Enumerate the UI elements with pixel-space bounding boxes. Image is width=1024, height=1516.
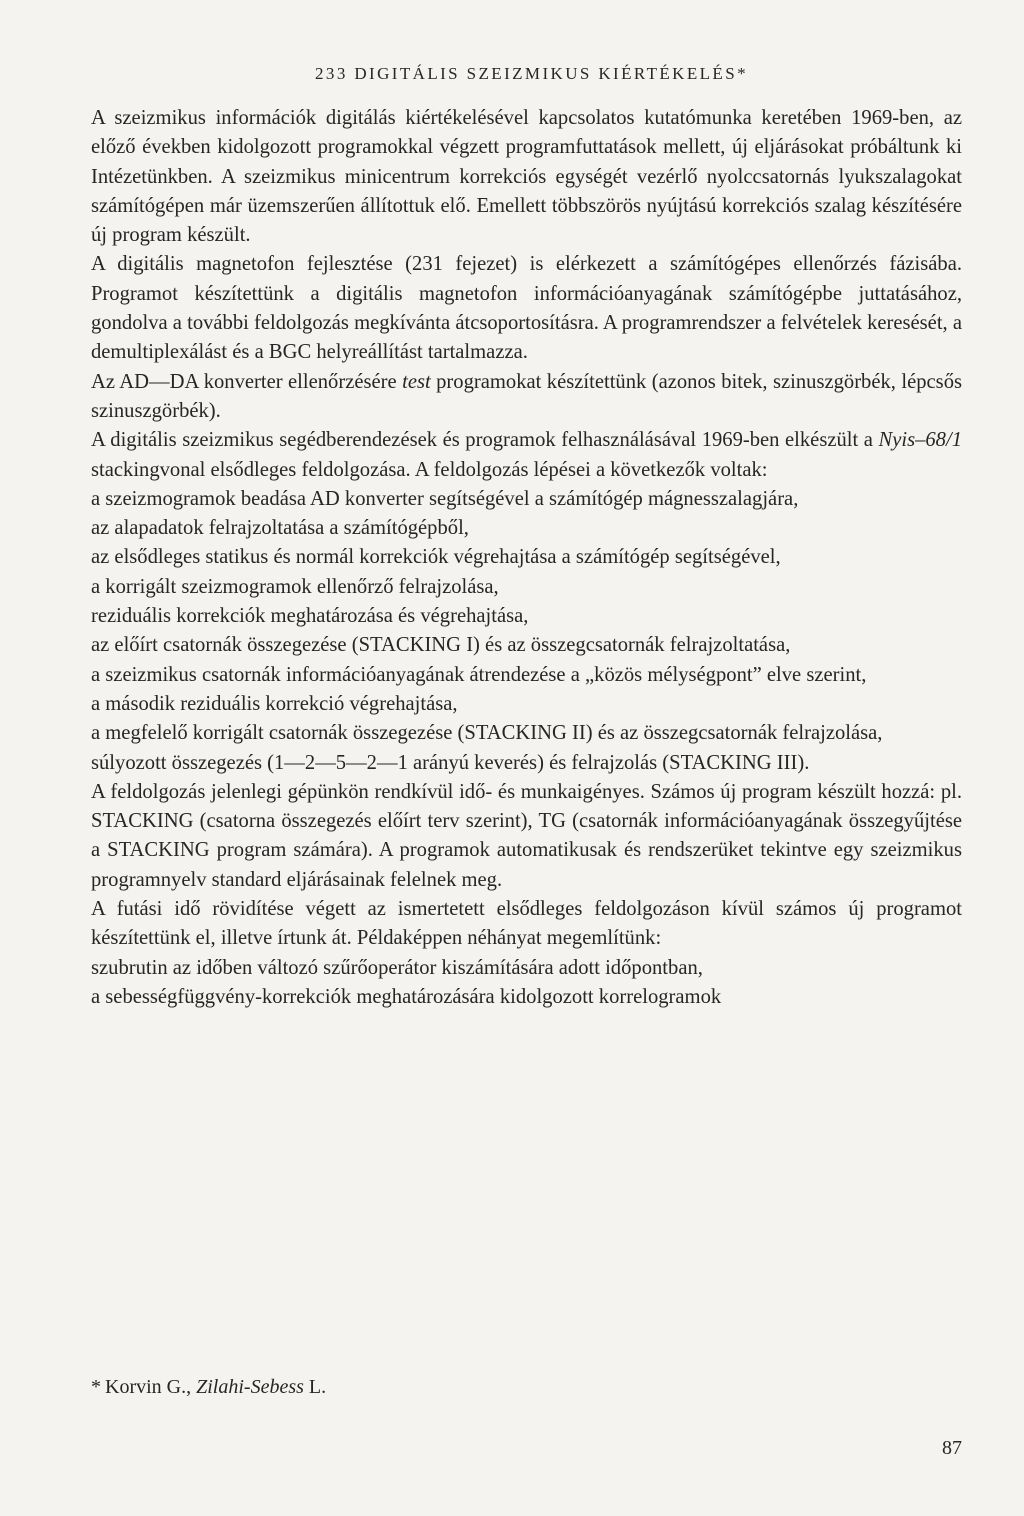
list-item: a megfelelő korrigált csatornák összegezése (STACKING II) és az összegcsatornák felrajzolása, xyxy=(91,722,883,745)
footnote-marker: * xyxy=(91,1376,101,1398)
text-run: Az AD—DA konverter ellenőrzésére xyxy=(91,370,403,393)
footnote xyxy=(91,1376,326,1399)
list-item: a szeizmikus csatornák információanyagának átrendezése a „közös mélységpont” elve szerint, xyxy=(91,663,867,686)
body-text xyxy=(91,104,962,1012)
footnote-author: Korvin G., xyxy=(105,1376,197,1398)
page-number: 87 xyxy=(942,1437,962,1459)
list-item: az alapadatok felrajzoltatása a számítógépből, xyxy=(91,517,469,540)
list-item: a második reziduális korrekció végrehajtása, xyxy=(91,692,458,715)
paragraph xyxy=(91,368,962,427)
footnote-author-italic: Zilahi-Sebess xyxy=(196,1376,304,1398)
italic-text: Nyis–68/1 xyxy=(878,429,962,452)
text-run: programokat készítettünk (azonos bitek, szinuszgörbék, lépcsős szinuszgörbék). xyxy=(91,370,963,422)
list-item: a sebességfüggvény-korrekciók meghatározására kidolgozott korrelogramok xyxy=(91,985,722,1008)
running-title: 233 DIGITÁLIS SZEIZMIKUS KIÉRTÉKELÉS* xyxy=(315,64,748,83)
footnote-author-rest: L. xyxy=(303,1376,327,1398)
list-item: a szeizmogramok beadása AD konverter segítségével a számítógép mágnesszalagjára, xyxy=(91,487,799,510)
paragraph xyxy=(91,426,962,485)
italic-text: test xyxy=(402,370,431,393)
list-item: a korrigált szeizmogramok ellenőrző felrajzolása, xyxy=(91,575,499,598)
paragraph: A feldolgozás jelenlegi gépünkön rendkívül idő- és munkaigényes. Számos új program készült hozzá: pl. STACKING (csatorna összegezés előírt terv szerint), TG (csatornák információanyagának összegyűjtése a STACKING program számára). A programok automatikusak és rendszerüket tekintve egy szeizmikus programnyelv standard eljárásainak felelnek meg. xyxy=(91,780,962,891)
paragraph: A futási idő rövidítése végett az ismertetett elsődleges feldolgozáson kívül számos új programot készítettünk el, illetve írtunk át. Példaképpen néhányat megemlítünk: xyxy=(91,898,962,950)
list-item: az előírt csatornák összegezése (STACKING I) és az összegcsatornák felrajzoltatása, xyxy=(91,634,791,657)
list-item: szubrutin az időben változó szűrőoperátor kiszámítására adott időpontban, xyxy=(91,956,703,979)
list-item: reziduális korrekciók meghatározása és végrehajtása, xyxy=(91,605,529,628)
text-run: stackingvonal elsődleges feldolgozása. A feldolgozás lépései a következők voltak: xyxy=(91,458,768,481)
list-item: az elsődleges statikus és normál korrekciók végrehajtása a számítógép segítségével, xyxy=(91,546,781,569)
text-run: A digitális szeizmikus segédberendezések és programok felhasználásával 1969-ben elkészült a xyxy=(91,429,879,452)
paragraph: A szeizmikus információk digitálás kiértékelésével kapcsolatos kutatómunka keretében 1969-ben, az előző években kidolgozott programokkal végzett programfuttatások mellett, új eljárásokat próbáltunk ki Intézetünkben. A szeizmikus minicentrum korrekciós egységét vezérlő nyolccsatornás lyukszalagokat számítógépen már üzemszerűen állítottuk elő. Emellett többszörös nyújtású korrekciós szalag készítésére új program készült. xyxy=(91,107,962,247)
paragraph: A digitális magnetofon fejlesztése (231 fejezet) is elérkezett a számítógépes ellenőrzés fázisába. Programot készítettünk a digitális magnetofon információanyagának számítógépbe juttatásához, gondolva a további feldolgozás megkívánta átcsoportosításra. A programrendszer a felvételek keresését, a demultiplexálást és a BGC helyreállítást tartalmazza. xyxy=(91,253,962,364)
list-item: súlyozott összegezés (1—2—5—2—1 arányú keverés) és felrajzolás (STACKING III). xyxy=(91,751,810,774)
